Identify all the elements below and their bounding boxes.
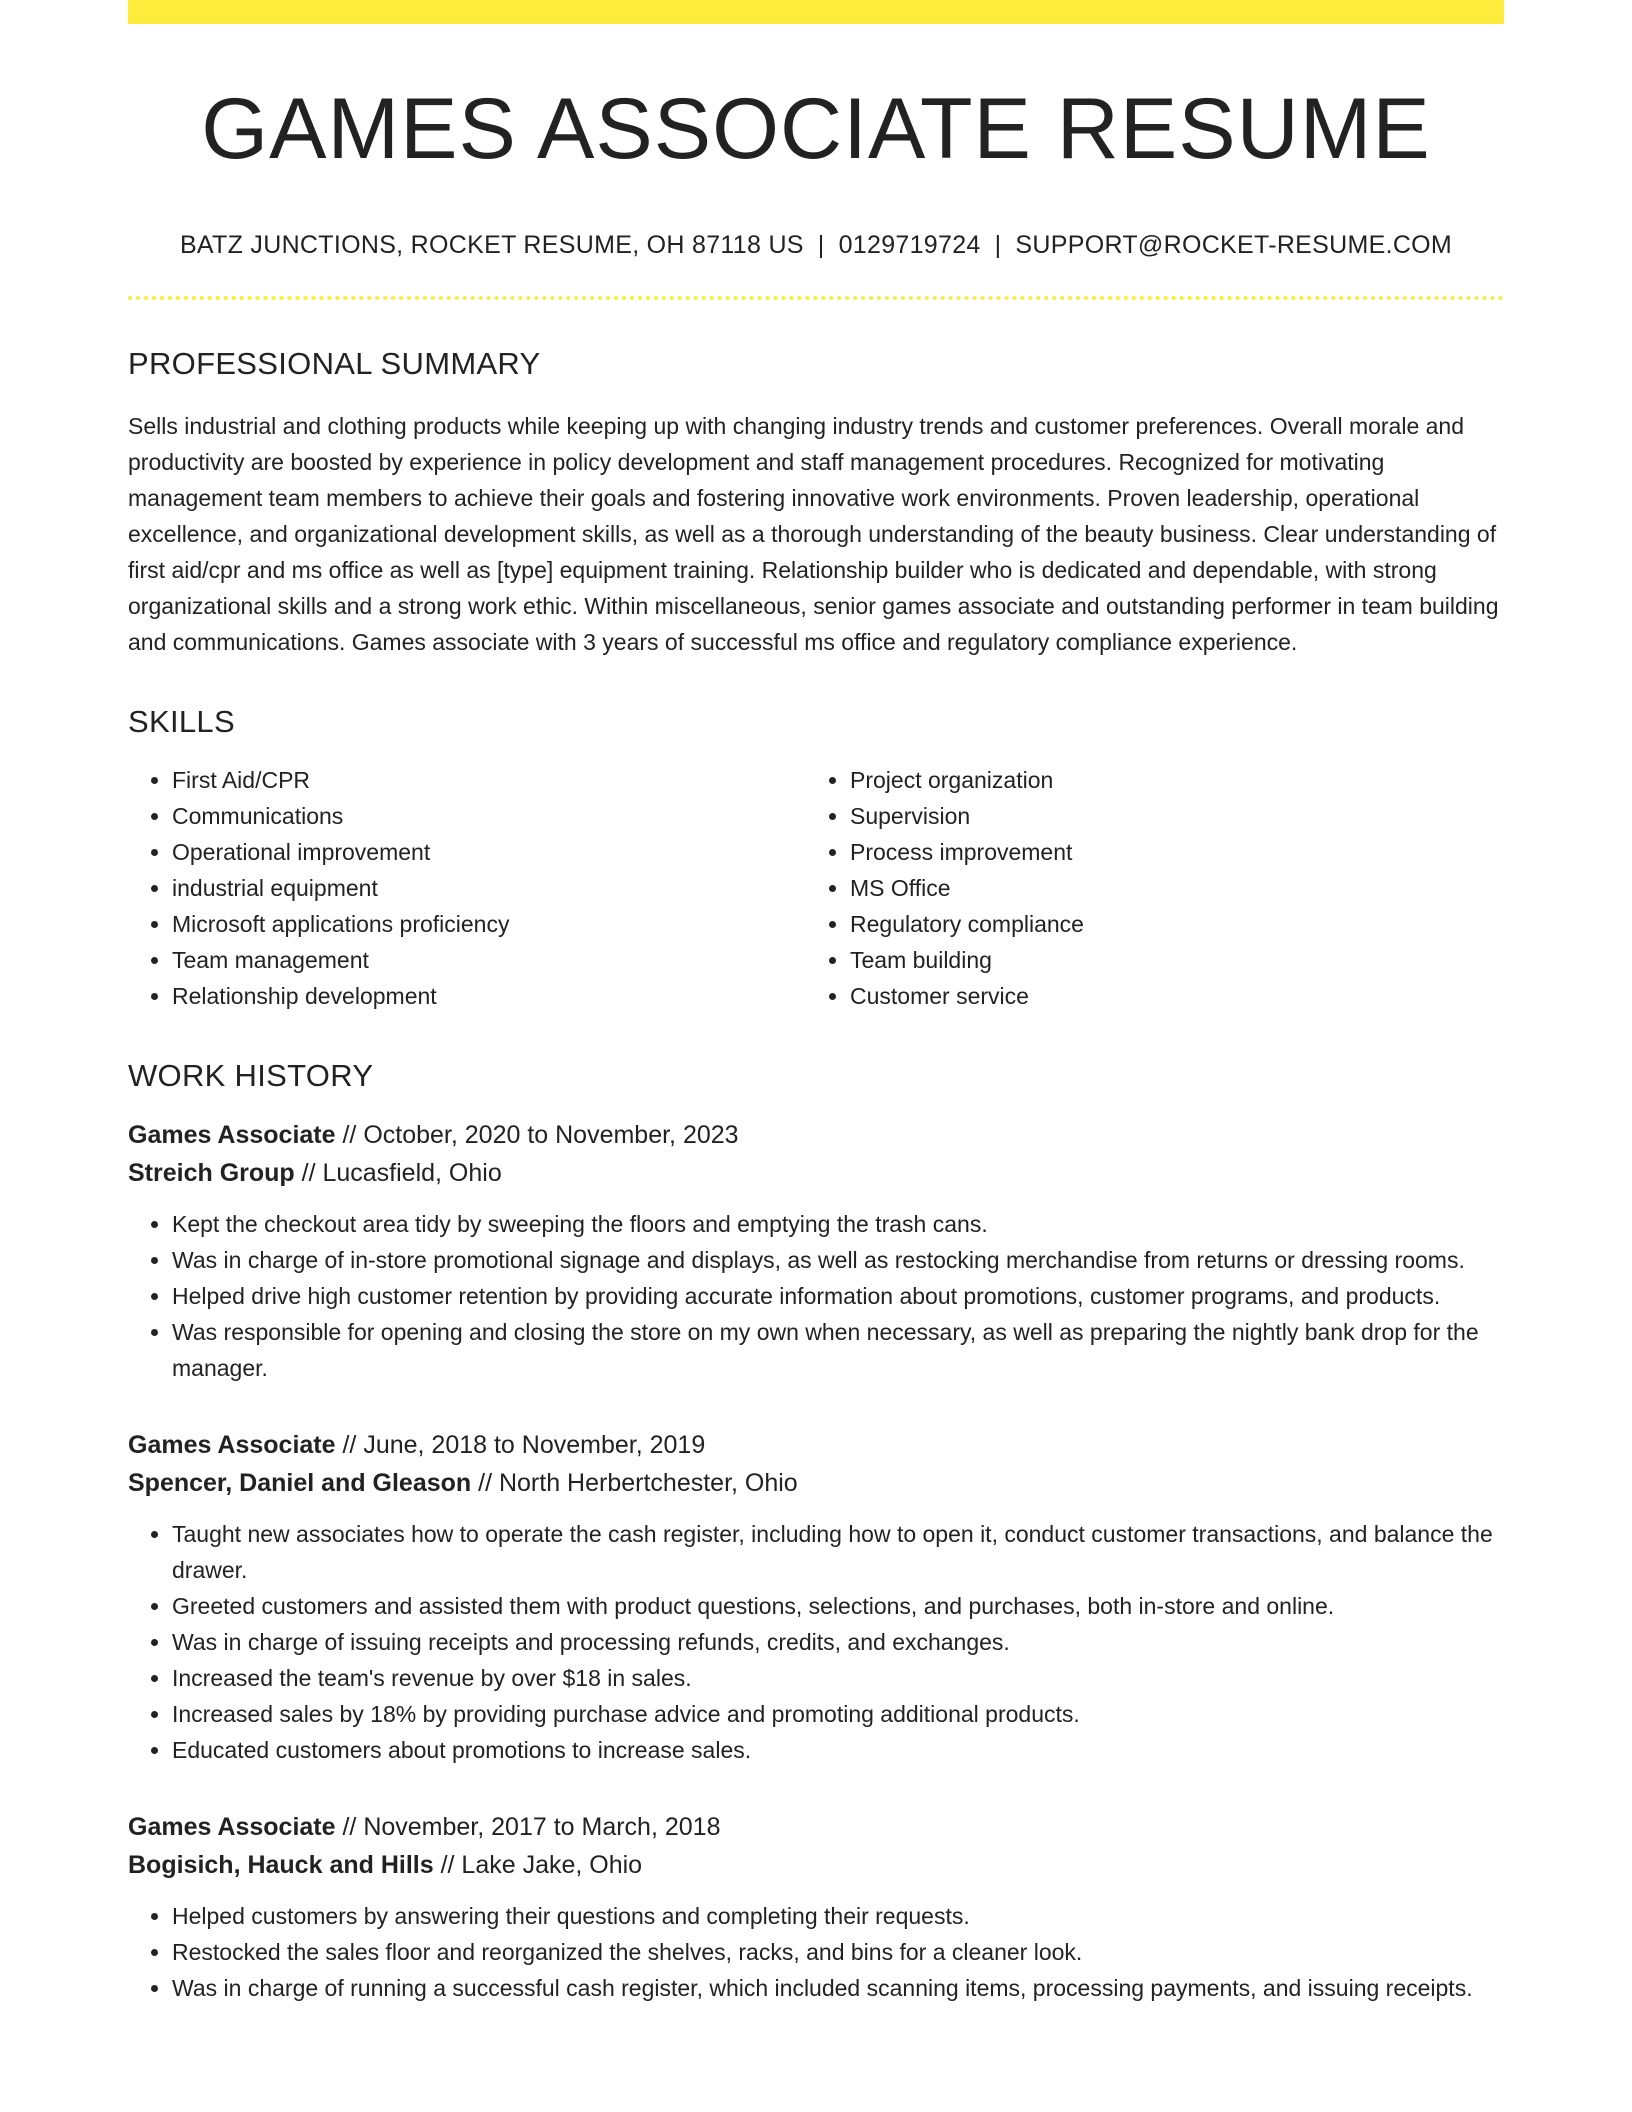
skill-item: • Relationship development: [172, 978, 806, 1014]
job-bullet: • Was in charge of running a successful cash register, which included scanning items, processing payments, and issuing receipts.: [172, 1970, 1504, 2006]
job-bullet: • Kept the checkout area tidy by sweeping the floors and emptying the trash cans.: [172, 1206, 1504, 1242]
job-bullet: • Was in charge of issuing receipts and processing refunds, credits, and exchanges.: [172, 1624, 1504, 1660]
contact-email[interactable]: SUPPORT@ROCKET-RESUME.COM: [1015, 230, 1453, 259]
top-accent-bar: [128, 0, 1504, 24]
page-title: GAMES ASSOCIATE RESUME: [201, 81, 1431, 177]
job-bullet: • Increased the team's revenue by over $18 in sales.: [172, 1660, 1504, 1696]
job-dates: // November, 2017 to March, 2018: [335, 1812, 721, 1841]
job-company: Spencer, Daniel and Gleason: [128, 1468, 472, 1497]
job-title-line: [128, 1426, 1504, 1464]
job-bullet: • Was in charge of in-store promotional signage and displays, as well as restocking merchandise from returns or dressing rooms.: [172, 1242, 1504, 1278]
job-bullet: • Educated customers about promotions to increase sales.: [172, 1732, 1504, 1768]
job-company: Bogisich, Hauck and Hills: [128, 1850, 434, 1879]
skills-left-column: [128, 762, 806, 1014]
summary-text: Sells industrial and clothing products while keeping up with changing industry trends and customer preferences. Overall morale and productivity are boosted by experience in policy development and staff management procedures. Recognized for motivating management team members to achieve their goals and fostering innovative work environments. Proven leadership, operational excellence, and organizational development skills, as well as a thorough understanding of the beauty business. Clear understanding of first aid/cpr and ms office as well as [type] equipment training. Relationship builder who is dedicated and dependable, with strong organizational skills and a strong work ethic. Within miscellaneous, senior games associate and outstanding performer in team building and communications. Games associate with 3 years of successful ms office and regulatory compliance experience.: [128, 412, 1499, 655]
skill-item: • Process improvement: [850, 834, 1484, 870]
skill-item: • Supervision: [850, 798, 1484, 834]
job-location: // North Herbertchester, Ohio: [471, 1468, 798, 1497]
job-bullet: • Greeted customers and assisted them with product questions, selections, and purchases, both in-store and online.: [172, 1588, 1504, 1624]
job-entry: [128, 1808, 1504, 2006]
job-location: // Lucasfield, Ohio: [294, 1158, 502, 1187]
contact-separator: |: [817, 230, 825, 259]
job-entry: [128, 1116, 1504, 1386]
skill-item: • Customer service: [850, 978, 1484, 1014]
job-entry: [128, 1426, 1504, 1768]
job-bullet: • Taught new associates how to operate the cash register, including how to open it, conduct customer transactions, and balance the drawer.: [172, 1516, 1504, 1588]
job-title: Games Associate: [128, 1430, 336, 1459]
skill-item: • Microsoft applications proficiency: [172, 906, 806, 942]
job-bullet: • Restocked the sales floor and reorganized the shelves, racks, and bins for a cleaner look.: [172, 1934, 1504, 1970]
contact-phone: 0129719724: [838, 230, 981, 259]
skills-right-column: [806, 762, 1484, 1014]
summary-heading: PROFESSIONAL SUMMARY: [128, 345, 541, 381]
job-bullets: [128, 1898, 1504, 2006]
header-divider: [128, 296, 1504, 300]
job-bullet: • Helped customers by answering their questions and completing their requests.: [172, 1898, 1504, 1934]
skills-list: [128, 762, 1504, 1014]
skill-item: • Communications: [172, 798, 806, 834]
skill-item: • Team management: [172, 942, 806, 978]
skill-item: • MS Office: [850, 870, 1484, 906]
skill-item: • industrial equipment: [172, 870, 806, 906]
job-company-line: [128, 1846, 1504, 1884]
job-company-line: [128, 1464, 1504, 1502]
job-bullet: • Increased sales by 18% by providing purchase advice and promoting additional products.: [172, 1696, 1504, 1732]
job-bullets: [128, 1206, 1504, 1386]
job-title: Games Associate: [128, 1120, 336, 1149]
job-bullets: [128, 1516, 1504, 1768]
job-title: Games Associate: [128, 1812, 336, 1841]
job-title-line: [128, 1116, 1504, 1154]
work-history-heading: WORK HISTORY: [128, 1057, 374, 1093]
job-location: // Lake Jake, Ohio: [433, 1850, 643, 1879]
job-bullet: • Was responsible for opening and closing the store on my own when necessary, as well as preparing the nightly bank drop for the manager.: [172, 1314, 1504, 1386]
skills-heading: SKILLS: [128, 703, 235, 739]
skill-item: • Regulatory compliance: [850, 906, 1484, 942]
skill-item: • Operational improvement: [172, 834, 806, 870]
job-bullet: • Helped drive high customer retention by providing accurate information about promotions, customer programs, and products.: [172, 1278, 1504, 1314]
contact-line: [128, 231, 1504, 260]
job-company: Streich Group: [128, 1158, 295, 1187]
skill-item: • First Aid/CPR: [172, 762, 806, 798]
contact-address: BATZ JUNCTIONS, ROCKET RESUME, OH 87118 US: [179, 230, 804, 259]
job-company-line: [128, 1154, 1504, 1192]
resume-page: [128, 0, 1504, 2006]
skill-item: • Project organization: [850, 762, 1484, 798]
contact-separator: |: [994, 230, 1002, 259]
skill-item: • Team building: [850, 942, 1484, 978]
job-title-line: [128, 1808, 1504, 1846]
job-dates: // June, 2018 to November, 2019: [335, 1430, 706, 1459]
job-dates: // October, 2020 to November, 2023: [335, 1120, 739, 1149]
